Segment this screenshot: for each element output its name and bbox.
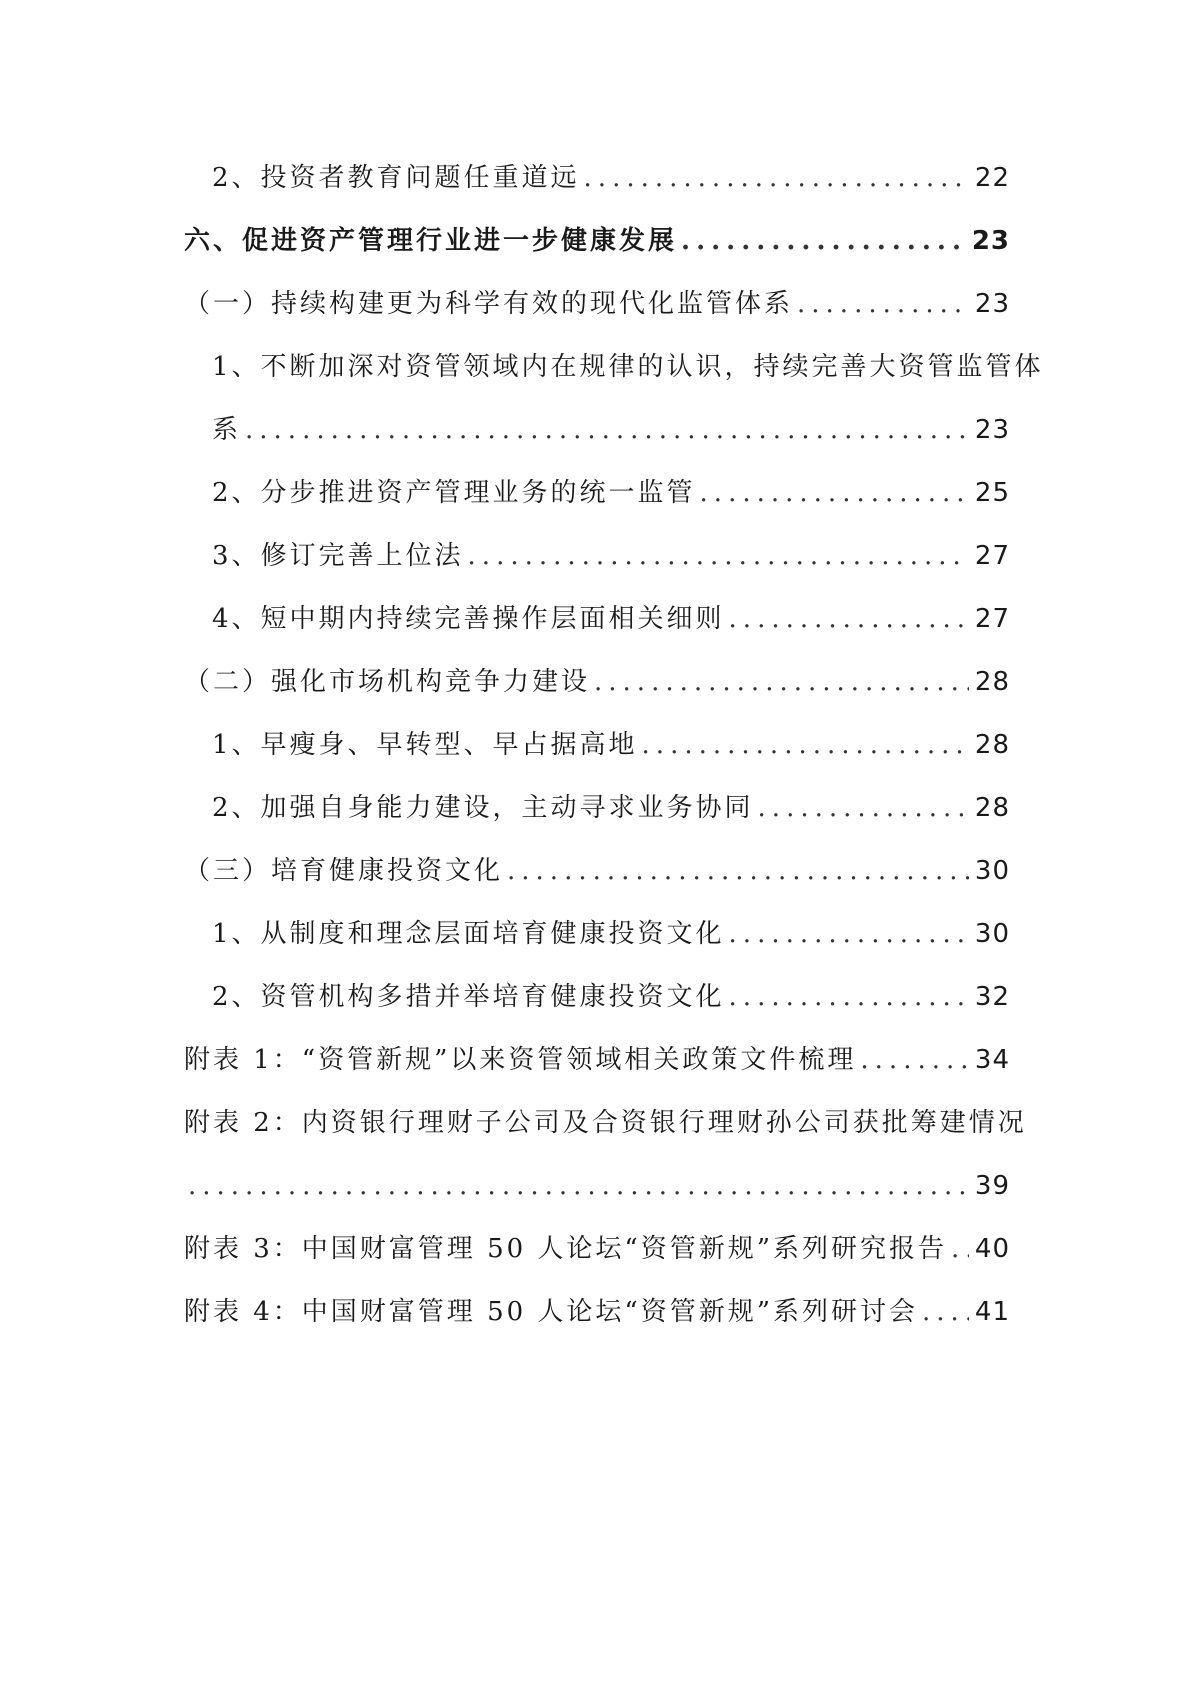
toc-leader-dots	[729, 977, 969, 1017]
toc-leader-dots	[594, 662, 969, 702]
toc-entry[interactable]	[0, 410, 1200, 450]
toc-leader-dots	[951, 1229, 969, 1269]
toc-page-number: 27	[974, 541, 1010, 571]
toc-page-number: 30	[974, 919, 1010, 949]
toc-entry[interactable]	[0, 536, 1200, 576]
toc-page-number: 40	[974, 1234, 1010, 1264]
toc-leader-dots	[922, 1292, 969, 1332]
toc-entry-title: 2、加强自身能力建设，主动寻求业务协同	[212, 793, 754, 823]
toc-entry-title: 1、从制度和理念层面培育健康投资文化	[212, 919, 725, 949]
toc-entry[interactable]	[0, 1229, 1200, 1269]
toc-entry-title-line1[interactable]: 附表 2：内资银行理财子公司及合资银行理财孙公司获批筹建情况	[184, 1108, 1027, 1138]
toc-leader-dots	[758, 788, 969, 828]
toc-entry-title: （二）强化市场机构竞争力建设	[184, 667, 591, 697]
toc-page-number: 28	[974, 793, 1010, 823]
toc-entry-title: 2、分步推进资产管理业务的统一监管	[212, 478, 696, 508]
toc-page-number: 23	[974, 289, 1010, 319]
toc-page-number: 23	[971, 226, 1010, 256]
toc-leader-dots	[860, 1040, 969, 1080]
toc-leader-dots	[642, 725, 969, 765]
toc-entry[interactable]	[0, 914, 1200, 954]
toc-leader-dots	[507, 851, 969, 891]
toc-entry-title: 2、投资者教育问题任重道远	[212, 163, 580, 193]
toc-leader-dots	[729, 914, 969, 954]
toc-entry[interactable]	[0, 977, 1200, 1017]
toc-entry-title: 附表 3：中国财富管理 50 人论坛“资管新规”系列研究报告	[184, 1234, 948, 1264]
toc-page-number: 41	[974, 1297, 1010, 1327]
toc-entry-title: 2、资管机构多措并举培育健康投资文化	[212, 982, 725, 1012]
toc-entry-title-line1[interactable]: 1、不断加深对资管领域内在规律的认识，持续完善大资管监管体	[212, 352, 1044, 382]
toc-entry[interactable]	[0, 725, 1200, 765]
toc-leader-dots	[797, 284, 969, 324]
toc-entry-title: （三）培育健康投资文化	[184, 856, 504, 886]
toc-entry[interactable]	[0, 1040, 1200, 1080]
toc-page-number: 28	[974, 667, 1010, 697]
toc-entry-title: 附表 4：中国财富管理 50 人论坛“资管新规”系列研讨会	[184, 1297, 919, 1327]
toc-page-number: 25	[974, 478, 1010, 508]
toc-page-number: 23	[974, 415, 1010, 445]
toc-entry-title: 六、促进资产管理行业进一步健康发展	[184, 226, 678, 256]
toc-entry[interactable]	[0, 158, 1200, 198]
toc-page-number: 34	[974, 1045, 1010, 1075]
toc-entry-title: 系	[212, 415, 242, 445]
toc-page-number: 32	[974, 982, 1010, 1012]
toc-entry[interactable]	[0, 284, 1200, 324]
toc-leader-dots	[584, 158, 969, 198]
toc-entry-title: 4、短中期内持续完善操作层面相关细则	[212, 604, 725, 634]
toc-entry-title: 3、修订完善上位法	[212, 541, 464, 571]
toc-entry[interactable]	[0, 473, 1200, 513]
toc-page-number: 28	[974, 730, 1010, 760]
toc-page-number: 22	[974, 163, 1010, 193]
toc-entry-title: （一）持续构建更为科学有效的现代化监管体系	[184, 289, 794, 319]
toc-leader-dots	[681, 221, 966, 261]
toc-entry[interactable]	[0, 599, 1200, 639]
toc-entry-title: 附表 1：“资管新规”以来资管领域相关政策文件梳理	[184, 1045, 857, 1075]
toc-page-number: 30	[974, 856, 1010, 886]
toc-page-number: 39	[974, 1171, 1010, 1201]
toc-leader-dots	[468, 536, 969, 576]
toc-leader-dots	[188, 1166, 969, 1206]
toc-entry[interactable]	[0, 662, 1200, 702]
toc-entry[interactable]	[0, 788, 1200, 828]
toc-entry[interactable]	[0, 851, 1200, 891]
toc-section-heading[interactable]	[0, 221, 1200, 261]
toc-entry-title: 1、早瘦身、早转型、早占据高地	[212, 730, 638, 760]
toc-page-number: 27	[974, 604, 1010, 634]
toc-entry[interactable]	[0, 1166, 1200, 1206]
toc-entry[interactable]	[0, 1292, 1200, 1332]
toc-leader-dots	[700, 473, 969, 513]
toc-leader-dots	[245, 410, 969, 450]
toc-leader-dots	[729, 599, 969, 639]
